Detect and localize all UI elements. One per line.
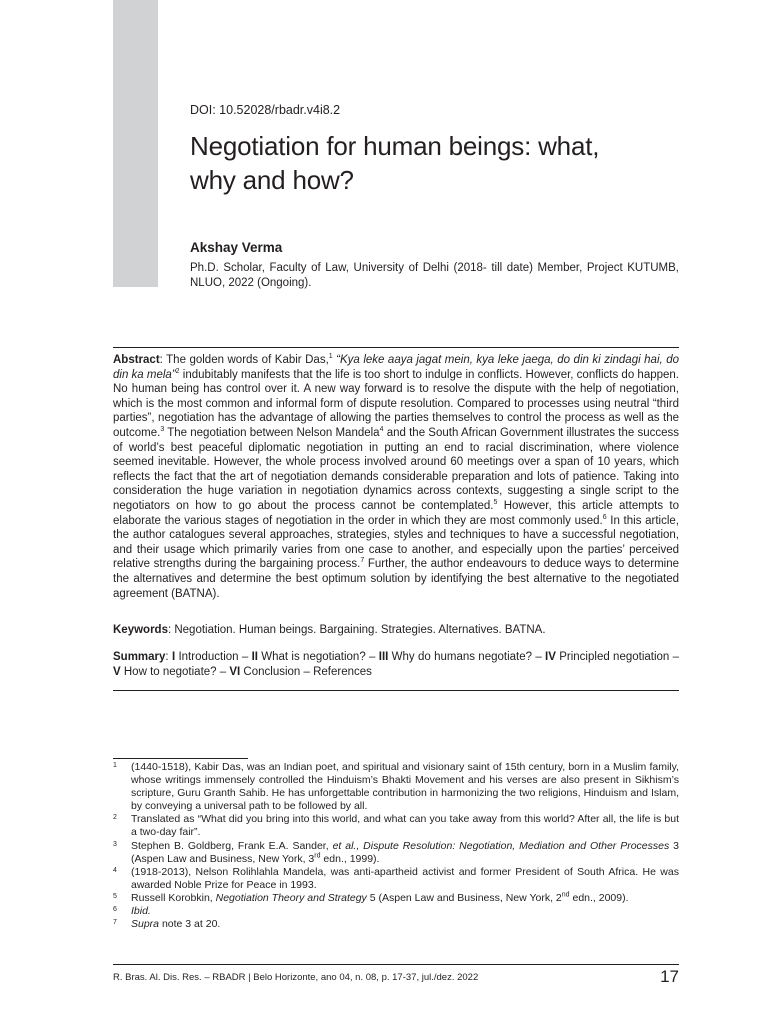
- decorative-gray-bar: [113, 0, 158, 287]
- keywords-label: Keywords: [113, 624, 168, 636]
- summary-item-num: V: [113, 665, 121, 678]
- summary-item-num: III: [378, 651, 389, 663]
- footnote-separator: [113, 758, 248, 759]
- summary-label: Summary: [113, 651, 166, 663]
- author-affiliation: Ph.D. Scholar, Faculty of Law, University of Delhi (2018- till date) Member, Project KUTUMB, NLUO, 2022 (Ongoing).: [190, 262, 679, 289]
- summary-bottom-rule: [113, 690, 679, 691]
- article-title: [190, 129, 670, 197]
- footer-rule: [113, 964, 679, 965]
- title-line-2: why and how?: [190, 165, 354, 195]
- footnote-4: 4 (1918-2013), Nelson Rolihlahla Mandela, was anti-apartheid activist and former President of South Africa. He was awarded Noble Prize for Peace in 1993.: [113, 865, 679, 891]
- summary-item-num: VI: [229, 665, 241, 678]
- footnote-5: 5 Russell Korobkin, Negotiation Theory and Strategy 5 (Aspen Law and Business, New York, 2nd edn., 2009).: [113, 891, 629, 904]
- summary-item-num: I: [171, 651, 176, 663]
- footnote-2: 2 Translated as “What did you bring into this world, and what can you take away from this world? After all, the life is but a two-day fair”.: [113, 813, 679, 839]
- title-line-1: Negotiation for human beings: what,: [190, 131, 600, 161]
- journal-citation: R. Bras. Al. Dis. Res. – RBADR | Belo Horizonte, ano 04, n. 08, p. 17-37, jul./dez. 2022: [113, 972, 479, 983]
- footnotes: [113, 761, 679, 931]
- footnote-1: 1 (1440-1518), Kabir Das, was an Indian poet, and spiritual and visionary saint of 15th century, born in a Muslim family, whose writings immensely controlled the Hinduism’s Bhakti Movement and his verses are also present in Sikhism’s scripture, Guru Granth Sahib. He has unforgettable contribution in harmonizing the two religions, Hinduism and Islam, by conveying a universal path to be followed by all.: [113, 761, 679, 813]
- keywords: Keywords: Negotiation. Human beings. Bargaining. Strategies. Alternatives. BATNA.: [113, 624, 546, 636]
- page-number: 17: [660, 967, 679, 986]
- footnote-6: 6 Ibid.: [113, 905, 151, 918]
- doi: DOI: 10.52028/rbadr.v4i8.2: [190, 103, 341, 117]
- summary-item-num: IV: [545, 651, 556, 663]
- summary: Summary: I Introduction – II What is negotiation? – III Why do humans negotiate? – IV Principled negotiation – V How to negotiate? – VI Conclusion – References: [113, 651, 680, 678]
- abstract-top-rule: [113, 347, 679, 348]
- summary-item-num: II: [251, 651, 258, 663]
- author-name: Akshay Verma: [190, 240, 283, 255]
- footnote-7: 7 Supra note 3 at 20.: [113, 918, 221, 931]
- abstract: Abstract: The golden words of Kabir Das,$^1$ “Kya leke aaya jagat mein, kya leke jaega, do din ki zindagi hai, do din ka mela”$^2$ indubitably manifests that the life is too short to indulge in conflicts. However, conflicts do happen. No human being has control over it. A new way forward is to resolve the dispute with the help of negotiation, which is the most common and informal form of dispute resolution. Compared to processes using neutral “third parties”, negotiation has the advantage of allowing the parties themselves to control the process as well as the outcome.$^3$ The negotiation between Nelson Mandela$^4$ and the South African Government illustrates the success of world’s best peaceful diplomatic negotiation in putting an end to racial discrimination, where violence seemed inevitable. However, the whole process involved around 60 meetings over a span of 10 years, which reflects the fact that the art of negotiation demands considerable preparation and lots of patience. Taking into consideration the huge variation in negotiation dynamics across contexts, suggesting a single script to the negotiators on how to go about the process cannot be contemplated.$^5$ However, this article attempts to elaborate the various stages of negotiation in the order in which they are most commonly used.$^6$ In this article, the author catalogues several approaches, strategies, styles and techniques to have a successful negotiation, and their usage which primarily varies from one case to another, and especially upon the parties’ perceived relative strengths during the bargaining process.$^7$ Further, the author endeavours to deduce ways to determine the alternatives and determine the best optimum solution by identifying the best alternative to the negotiated agreement (BATNA).: [113, 353, 680, 600]
- abstract-label: Abstract: [113, 354, 160, 366]
- kabir-quote: “Kya leke aaya jagat mein, kya leke jaega, do din ki zindagi hai, do din ka mela”: [113, 354, 679, 381]
- footnote-3: 3 Stephen B. Goldberg, Frank E.A. Sander, et al., Dispute Resolution: Negotiation, Mediation and Other Processes 3 (Aspen Law and Business, New York, 3rd edn., 1999).: [113, 839, 679, 865]
